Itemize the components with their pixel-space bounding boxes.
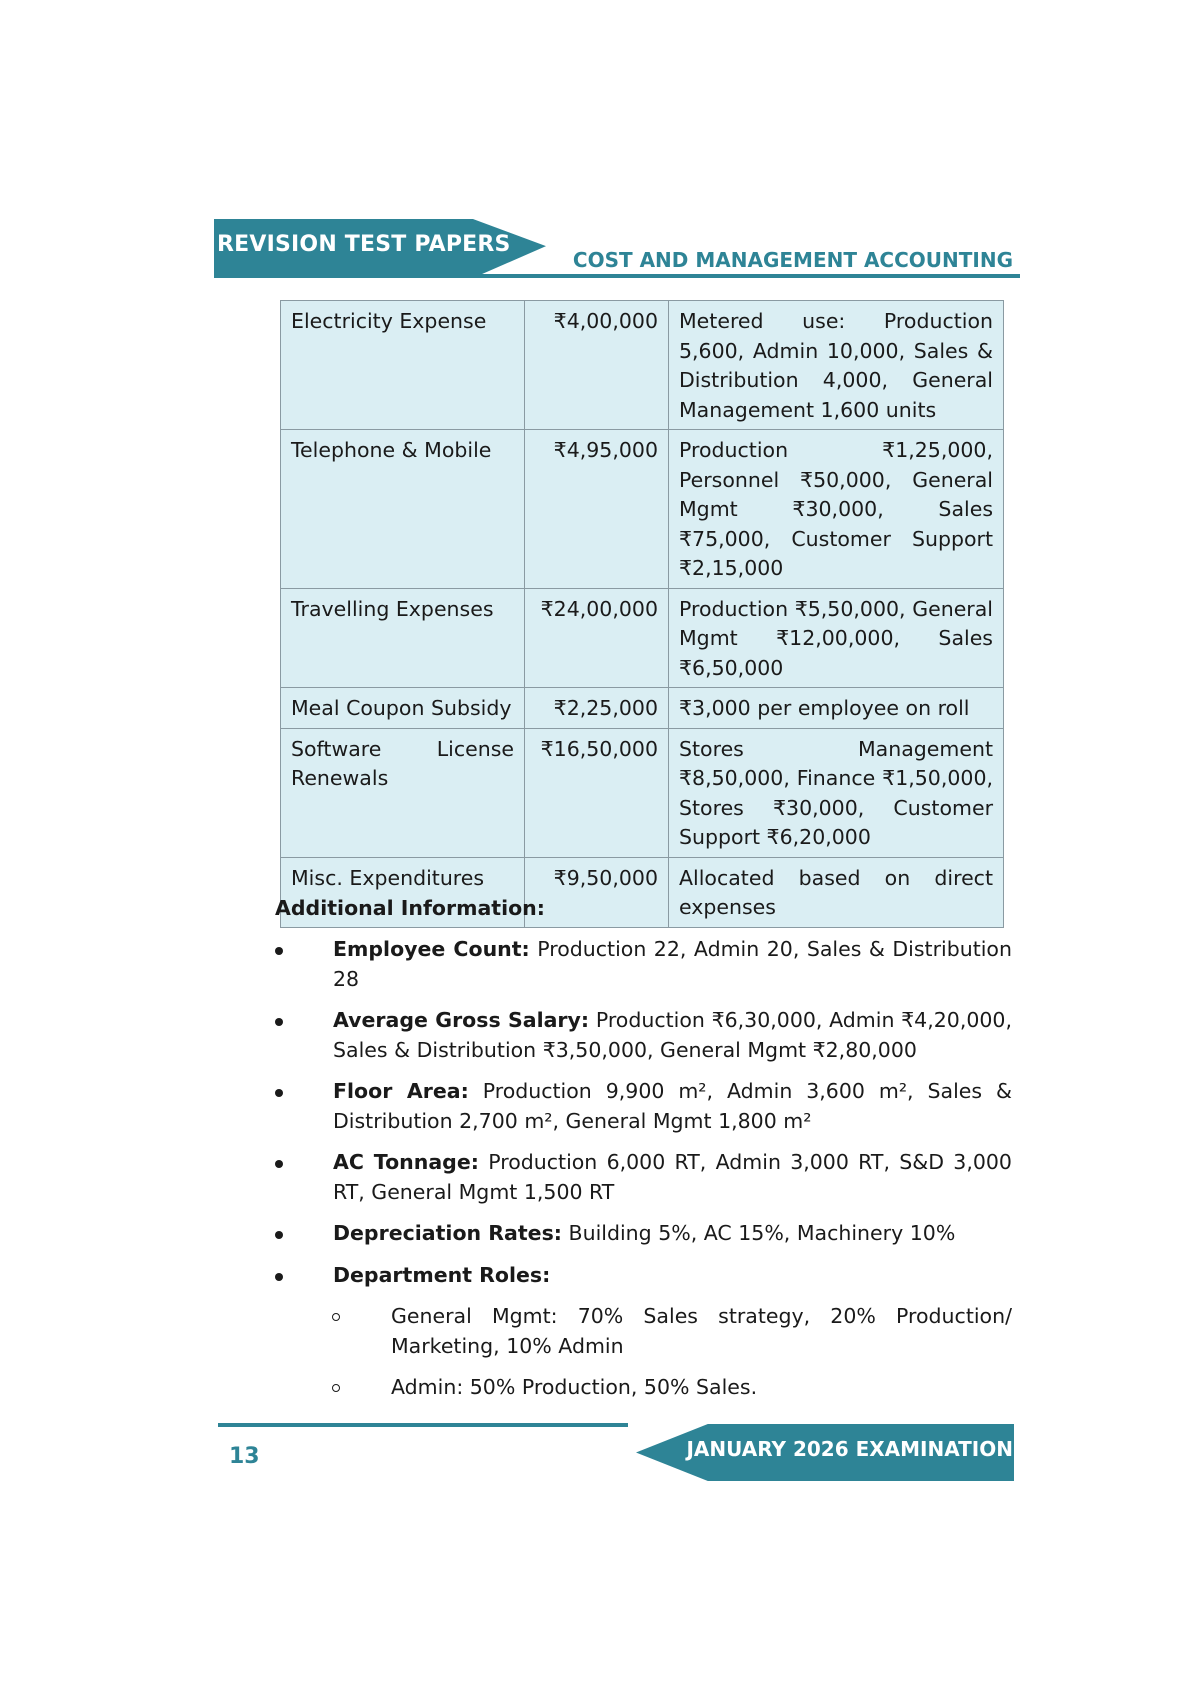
bullet-icon	[275, 1273, 283, 1281]
table-row	[281, 588, 1004, 688]
sub-list-item	[275, 1373, 1012, 1403]
expense-item: Electricity Expense	[281, 301, 525, 430]
expense-item: Travelling Expenses	[281, 588, 525, 688]
expense-basis: Allocated based on direct expenses	[669, 857, 1004, 927]
info-label: Depreciation Rates:	[333, 1221, 562, 1245]
table-row	[281, 301, 1004, 430]
expense-amount: ₹16,50,000	[525, 728, 669, 857]
bullet-icon	[275, 947, 283, 955]
expense-basis: Stores Management ₹8,50,000, Finance ₹1,50,000, Stores ₹30,000, Customer Support ₹6,20,000	[669, 728, 1004, 857]
info-text: Production ₹6,30,000, Admin ₹4,20,000, Sales & Distribution ₹3,50,000, General Mgmt ₹2,80,000	[333, 1008, 1012, 1062]
additional-info-title: Additional Information:	[275, 896, 545, 920]
list-item	[275, 1006, 1012, 1065]
bullet-icon	[275, 1231, 283, 1239]
expense-basis: ₹3,000 per employee on roll	[669, 688, 1004, 729]
page-number: 13	[229, 1444, 260, 1469]
info-label: Employee Count:	[333, 937, 530, 961]
expense-item: Software License Renewals	[281, 728, 525, 857]
expense-item: Telephone & Mobile	[281, 430, 525, 589]
footer-exam-label: JANUARY 2026 EXAMINATION	[686, 1437, 1013, 1461]
bullet-icon	[275, 1160, 283, 1168]
expense-amount: ₹4,00,000	[525, 301, 669, 430]
expense-basis: Metered use: Production 5,600, Admin 10,000, Sales & Distribution 4,000, General Management 1,600 units	[669, 301, 1004, 430]
header-subject: COST AND MANAGEMENT ACCOUNTING	[572, 248, 1013, 272]
table-row	[281, 430, 1004, 589]
expense-item: Meal Coupon Subsidy	[281, 688, 525, 729]
list-item	[275, 1219, 1012, 1249]
info-label: Floor Area:	[333, 1079, 469, 1103]
info-text: Building 5%, AC 15%, Machinery 10%	[568, 1221, 956, 1245]
list-item	[275, 1148, 1012, 1207]
expense-item: Misc. Expenditures	[281, 857, 525, 927]
expense-amount: ₹24,00,000	[525, 588, 669, 688]
header-rule	[214, 274, 1020, 278]
sub-list-item	[275, 1302, 1012, 1361]
info-text: Production 6,000 RT, Admin 3,000 RT, S&D 3,000 RT, General Mgmt 1,500 RT	[333, 1150, 1012, 1204]
info-label: Department Roles:	[333, 1262, 551, 1287]
expense-basis: Production ₹5,50,000, General Mgmt ₹12,00,000, Sales ₹6,50,000	[669, 588, 1004, 688]
table-row	[281, 728, 1004, 857]
info-text: Production 22, Admin 20, Sales & Distribution 28	[333, 937, 1012, 991]
sub-item-text: General Mgmt: 70% Sales strategy, 20% Production/ Marketing, 10% Admin	[391, 1304, 1012, 1358]
expense-amount: ₹2,25,000	[525, 688, 669, 729]
bullet-icon	[275, 1089, 283, 1097]
footer-rule	[218, 1423, 628, 1427]
circle-bullet-icon	[332, 1384, 340, 1392]
circle-bullet-icon	[332, 1313, 340, 1321]
expense-amount: ₹9,50,000	[525, 857, 669, 927]
sub-item-text: Admin: 50% Production, 50% Sales.	[391, 1375, 758, 1399]
info-label: Average Gross Salary:	[333, 1008, 590, 1032]
list-item	[275, 1261, 1012, 1291]
list-item	[275, 935, 1012, 994]
bullet-icon	[275, 1018, 283, 1026]
expense-amount: ₹4,95,000	[525, 430, 669, 589]
header-tab-label: REVISION TEST PAPERS	[217, 232, 511, 257]
info-text: Production 9,900 m², Admin 3,600 m², Sales & Distribution 2,700 m², General Mgmt 1,800 m²	[333, 1079, 1012, 1133]
info-list	[275, 935, 1012, 1415]
list-item	[275, 1077, 1012, 1136]
expense-table	[280, 300, 1004, 928]
info-label: AC Tonnage:	[333, 1150, 479, 1174]
expense-basis: Production ₹1,25,000, Personnel ₹50,000, General Mgmt ₹30,000, Sales ₹75,000, Customer Support ₹2,15,000	[669, 430, 1004, 589]
table-row	[281, 688, 1004, 729]
